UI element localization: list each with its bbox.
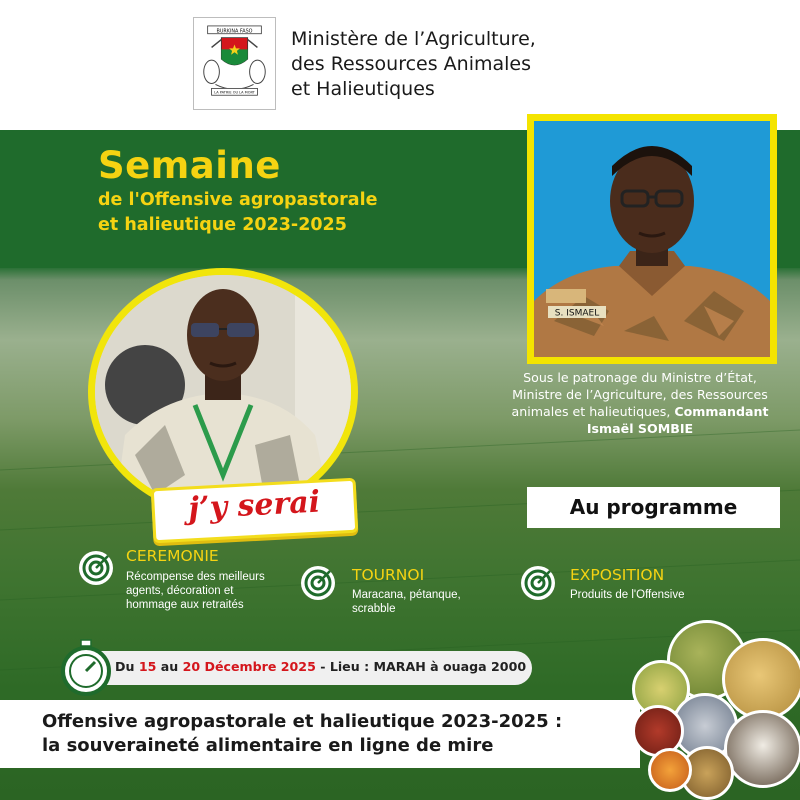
event-date-location: Du 15 au 20 Décembre 2025 - Lieu : MARAH à ouaga 2000: [115, 659, 527, 674]
title-main: Semaine: [98, 144, 281, 187]
header: [0, 0, 800, 130]
ministry-line-2: des Ressources Animales: [291, 53, 531, 75]
patronage-text: [490, 369, 790, 437]
coat-of-arms-emblem: [193, 17, 276, 110]
food-photo-potatoes: [722, 638, 800, 720]
item-title-tournoi: TOURNOI: [352, 566, 425, 584]
minister-photo: [534, 121, 770, 357]
minister-photo-frame: [527, 114, 777, 364]
target-icon: [78, 550, 114, 586]
target-icon: [300, 565, 336, 601]
food-photo-poultry: [724, 710, 800, 788]
footer-slogan: [42, 710, 562, 758]
food-photo-mango: [648, 748, 692, 792]
svg-text:LA PATRIE OU LA MORT: LA PATRIE OU LA MORT: [214, 90, 255, 95]
event-title: [98, 144, 377, 238]
programme-label: Au programme: [527, 487, 780, 528]
footer-line-1: Offensive agropastorale et halieutique 2023-2025 :: [42, 711, 563, 732]
svg-text:S. ISMAEL: S. ISMAEL: [554, 308, 600, 319]
item-title-exposition: EXPOSITION: [570, 566, 665, 584]
ministry-name: [291, 27, 536, 102]
patronage-line-4: Ismaël SOMBIE: [586, 421, 694, 436]
item-desc-tournoi: Maracana, pétanque, scrabble: [352, 589, 461, 615]
patronage-line-2: Ministre de l’Agriculture, des Ressources: [512, 387, 768, 402]
item-desc-exposition: Produits de l'Offensive: [570, 589, 685, 601]
item-title-ceremonie: CEREMONIE: [126, 547, 219, 565]
svg-text:BURKINA FASO: BURKINA FASO: [216, 28, 253, 35]
target-icon: [520, 565, 556, 601]
ministry-line-1: Ministère de l’Agriculture,: [291, 28, 536, 50]
patronage-line-1: Sous le patronage du Ministre d’État,: [523, 370, 757, 385]
stopwatch-icon: [60, 638, 112, 696]
ministry-line-3: et Halieutiques: [291, 78, 435, 100]
guest-photo: [95, 275, 351, 509]
footer-line-2: la souveraineté alimentaire en ligne de mire: [42, 735, 494, 756]
title-sub-1: de l'Offensive agropastorale: [98, 190, 378, 210]
item-desc-ceremonie: Récompense des meilleurs agents, décoration et hommage aux retraités: [126, 571, 265, 611]
jy-serai-badge: [151, 478, 359, 544]
patronage-line-3: animales et halieutiques, Commandant: [511, 404, 769, 419]
jy-serai-text: j’y serai: [187, 484, 321, 527]
title-sub-2: et halieutique 2023-2025: [98, 215, 347, 235]
